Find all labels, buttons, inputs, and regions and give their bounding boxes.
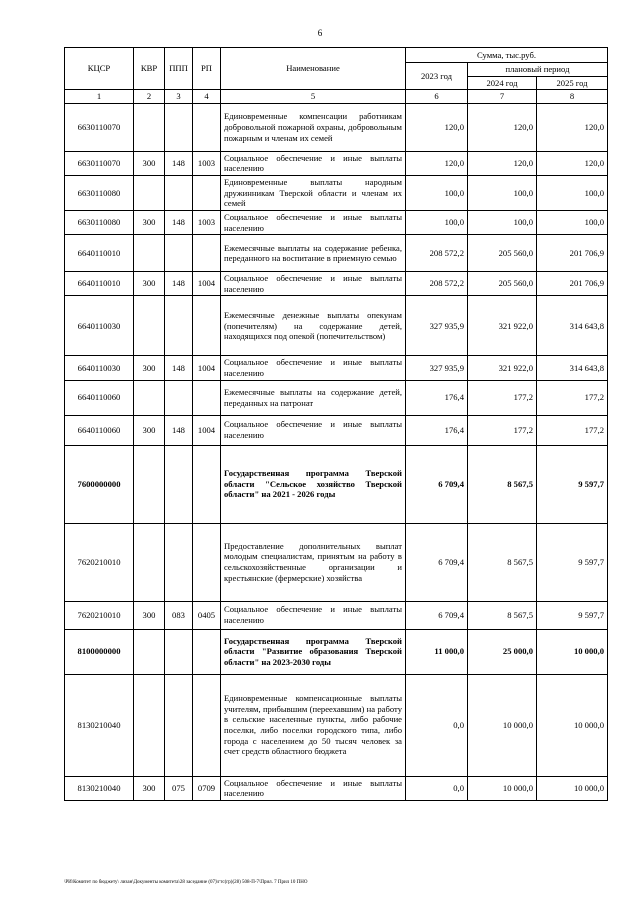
table-row — [65, 296, 608, 356]
sum-2025-cell: 9 597,7 — [537, 601, 608, 629]
kvr-cell: 300 — [134, 151, 165, 175]
kvr-cell — [134, 235, 165, 272]
table-row — [65, 445, 608, 523]
sum-2023-cell: 327 935,9 — [406, 296, 468, 356]
sum-2024-cell: 321 922,0 — [468, 296, 537, 356]
table-row — [65, 103, 608, 151]
name-cell: Предоставление дополнительных выплат молодым специалистам, принятым на работу в сельскохозяйственные организации и крестьянские (фермерские) хозяйства — [221, 523, 406, 601]
rp-cell — [193, 674, 221, 776]
table-row — [65, 235, 608, 272]
name-cell: Социальное обеспечение и иные выплаты населению — [221, 776, 406, 800]
rp-cell — [193, 629, 221, 674]
sum-2024-cell: 120,0 — [468, 151, 537, 175]
rp-cell: 0709 — [193, 776, 221, 800]
ppp-cell — [165, 523, 193, 601]
kcsr-cell: 6640110030 — [65, 296, 134, 356]
rp-cell — [193, 103, 221, 151]
table-row — [65, 674, 608, 776]
sum-2023-cell: 176,4 — [406, 380, 468, 415]
sum-2025-cell: 120,0 — [537, 151, 608, 175]
kvr-cell — [134, 175, 165, 210]
ppp-cell: 148 — [165, 415, 193, 445]
sum-2025-cell: 314 643,8 — [537, 296, 608, 356]
ppp-cell: 148 — [165, 272, 193, 296]
rp-cell: 1004 — [193, 356, 221, 380]
ppp-cell: 148 — [165, 210, 193, 234]
header-ppp: ППП — [165, 48, 193, 90]
kcsr-cell: 8130210040 — [65, 674, 134, 776]
sum-2025-cell: 314 643,8 — [537, 356, 608, 380]
kvr-cell — [134, 296, 165, 356]
sum-2023-cell: 120,0 — [406, 103, 468, 151]
kvr-cell — [134, 674, 165, 776]
header-name: Наименование — [221, 48, 406, 90]
name-cell: Единовременные компенсационные выплаты учителям, прибывшим (переехавшим) на работу в сельские населенные пункты, либо рабочие поселки, либо поселки городского типа, либо города с населением до 50 тысяч человек за счет средств областного бюджета — [221, 674, 406, 776]
rp-cell — [193, 380, 221, 415]
ppp-cell: 148 — [165, 356, 193, 380]
kvr-cell: 300 — [134, 776, 165, 800]
sum-2024-cell: 25 000,0 — [468, 629, 537, 674]
sum-2023-cell: 6 709,4 — [406, 445, 468, 523]
ppp-cell — [165, 103, 193, 151]
table-row — [65, 151, 608, 175]
header-2025: 2025 год — [537, 76, 608, 90]
name-cell: Социальное обеспечение и иные выплаты населению — [221, 356, 406, 380]
sum-2023-cell: 208 572,2 — [406, 235, 468, 272]
sum-2024-cell: 205 560,0 — [468, 272, 537, 296]
kvr-cell — [134, 523, 165, 601]
ppp-cell — [165, 296, 193, 356]
kcsr-cell: 6640110010 — [65, 235, 134, 272]
header-rp: РП — [193, 48, 221, 90]
kvr-cell — [134, 103, 165, 151]
kcsr-cell: 7620210010 — [65, 601, 134, 629]
name-cell: Социальное обеспечение и иные выплаты населению — [221, 210, 406, 234]
ppp-cell — [165, 380, 193, 415]
kvr-cell — [134, 380, 165, 415]
table-row — [65, 601, 608, 629]
sum-2024-cell: 177,2 — [468, 415, 537, 445]
sum-2023-cell: 176,4 — [406, 415, 468, 445]
ppp-cell: 148 — [165, 151, 193, 175]
header-2023: 2023 год — [406, 63, 468, 90]
rp-cell: 1003 — [193, 210, 221, 234]
name-cell: Государственная программа Тверской области "Развитие образования Тверской области" на 2023-2030 годы — [221, 629, 406, 674]
sum-2024-cell: 10 000,0 — [468, 674, 537, 776]
rp-cell: 0405 — [193, 601, 221, 629]
table-body — [65, 103, 608, 800]
header-kcsr: КЦСР — [65, 48, 134, 90]
name-cell: Ежемесячные денежные выплаты опекунам (попечителям) на содержание детей, находящихся под опекой (попечительством) — [221, 296, 406, 356]
kvr-cell — [134, 629, 165, 674]
kcsr-cell: 6630110070 — [65, 151, 134, 175]
table-row — [65, 380, 608, 415]
table-row — [65, 523, 608, 601]
rp-cell: 1004 — [193, 415, 221, 445]
sum-2024-cell: 8 567,5 — [468, 445, 537, 523]
ppp-cell: 075 — [165, 776, 193, 800]
sum-2023-cell: 100,0 — [406, 210, 468, 234]
kvr-cell — [134, 445, 165, 523]
column-number: 3 — [165, 90, 193, 104]
table-row — [65, 776, 608, 800]
sum-2023-cell: 208 572,2 — [406, 272, 468, 296]
name-cell: Государственная программа Тверской области "Сельское хозяйство Тверской области" на 2021 - 2026 годы — [221, 445, 406, 523]
sum-2025-cell: 100,0 — [537, 210, 608, 234]
sum-2023-cell: 11 000,0 — [406, 629, 468, 674]
sum-2024-cell: 10 000,0 — [468, 776, 537, 800]
rp-cell — [193, 445, 221, 523]
kvr-cell: 300 — [134, 415, 165, 445]
sum-2024-cell: 8 567,5 — [468, 601, 537, 629]
sum-2024-cell: 100,0 — [468, 175, 537, 210]
table-row — [65, 175, 608, 210]
name-cell: Ежемесячные выплаты на содержание ребенка, переданного на воспитание в приемную семью — [221, 235, 406, 272]
ppp-cell — [165, 175, 193, 210]
name-cell: Ежемесячные выплаты на содержание детей, переданных на патронат — [221, 380, 406, 415]
ppp-cell: 083 — [165, 601, 193, 629]
sum-2025-cell: 201 706,9 — [537, 235, 608, 272]
sum-2025-cell: 10 000,0 — [537, 776, 608, 800]
rp-cell — [193, 296, 221, 356]
sum-2025-cell: 9 597,7 — [537, 445, 608, 523]
kcsr-cell: 6630110080 — [65, 210, 134, 234]
sum-2024-cell: 120,0 — [468, 103, 537, 151]
column-number: 7 — [468, 90, 537, 104]
table-row — [65, 272, 608, 296]
name-cell: Социальное обеспечение и иные выплаты населению — [221, 151, 406, 175]
sum-2025-cell: 100,0 — [537, 175, 608, 210]
table-row — [65, 356, 608, 380]
name-cell: Единовременные выплаты народным дружинникам Тверской области и членам их семей — [221, 175, 406, 210]
kvr-cell: 300 — [134, 272, 165, 296]
rp-cell — [193, 235, 221, 272]
sum-2024-cell: 205 560,0 — [468, 235, 537, 272]
sum-2023-cell: 0,0 — [406, 776, 468, 800]
column-number: 6 — [406, 90, 468, 104]
sum-2025-cell: 201 706,9 — [537, 272, 608, 296]
sum-2023-cell: 100,0 — [406, 175, 468, 210]
ppp-cell — [165, 674, 193, 776]
kcsr-cell: 6630110070 — [65, 103, 134, 151]
kcsr-cell: 6640110010 — [65, 272, 134, 296]
ppp-cell — [165, 629, 193, 674]
column-number: 8 — [537, 90, 608, 104]
table-row — [65, 210, 608, 234]
sum-2023-cell: 6 709,4 — [406, 601, 468, 629]
kcsr-cell: 7600000000 — [65, 445, 134, 523]
sum-2024-cell: 8 567,5 — [468, 523, 537, 601]
sum-2023-cell: 6 709,4 — [406, 523, 468, 601]
sum-2023-cell: 0,0 — [406, 674, 468, 776]
sum-2025-cell: 177,2 — [537, 415, 608, 445]
footer-path: \РИ\Комитет по бюджету\ лизан\Документы комитета\28 заседание (07)\гтс(гр)(28) 508-П-7\Прил. 7 Прил 10 ПНО — [64, 880, 308, 885]
header-planned: плановый период — [468, 63, 608, 77]
sum-2025-cell: 10 000,0 — [537, 629, 608, 674]
column-number: 5 — [221, 90, 406, 104]
rp-cell — [193, 175, 221, 210]
budget-table — [64, 47, 608, 801]
kcsr-cell: 6640110060 — [65, 415, 134, 445]
sum-2025-cell: 177,2 — [537, 380, 608, 415]
kcsr-cell: 6630110080 — [65, 175, 134, 210]
name-cell: Единовременные компенсации работникам добровольной пожарной охраны, добровольным пожарным и членам их семей — [221, 103, 406, 151]
table-row — [65, 629, 608, 674]
name-cell: Социальное обеспечение и иные выплаты населению — [221, 601, 406, 629]
sum-2025-cell: 10 000,0 — [537, 674, 608, 776]
kvr-cell: 300 — [134, 356, 165, 380]
sum-2024-cell: 177,2 — [468, 380, 537, 415]
kcsr-cell: 6640110060 — [65, 380, 134, 415]
column-number-row — [65, 90, 608, 104]
kcsr-cell: 7620210010 — [65, 523, 134, 601]
rp-cell — [193, 523, 221, 601]
kvr-cell: 300 — [134, 210, 165, 234]
table-row — [65, 415, 608, 445]
column-number: 1 — [65, 90, 134, 104]
sum-2023-cell: 120,0 — [406, 151, 468, 175]
ppp-cell — [165, 445, 193, 523]
page-number: 6 — [317, 28, 323, 38]
rp-cell: 1004 — [193, 272, 221, 296]
rp-cell: 1003 — [193, 151, 221, 175]
kvr-cell: 300 — [134, 601, 165, 629]
kcsr-cell: 8100000000 — [65, 629, 134, 674]
column-number: 2 — [134, 90, 165, 104]
sum-2024-cell: 321 922,0 — [468, 356, 537, 380]
kcsr-cell: 6640110030 — [65, 356, 134, 380]
name-cell: Социальное обеспечение и иные выплаты населению — [221, 415, 406, 445]
header-sum: Сумма, тыс.руб. — [406, 48, 608, 63]
sum-2023-cell: 327 935,9 — [406, 356, 468, 380]
ppp-cell — [165, 235, 193, 272]
header-kvr: КВР — [134, 48, 165, 90]
kcsr-cell: 8130210040 — [65, 776, 134, 800]
sum-2024-cell: 100,0 — [468, 210, 537, 234]
column-number: 4 — [193, 90, 221, 104]
sum-2025-cell: 9 597,7 — [537, 523, 608, 601]
header-2024: 2024 год — [468, 76, 537, 90]
sum-2025-cell: 120,0 — [537, 103, 608, 151]
name-cell: Социальное обеспечение и иные выплаты населению — [221, 272, 406, 296]
